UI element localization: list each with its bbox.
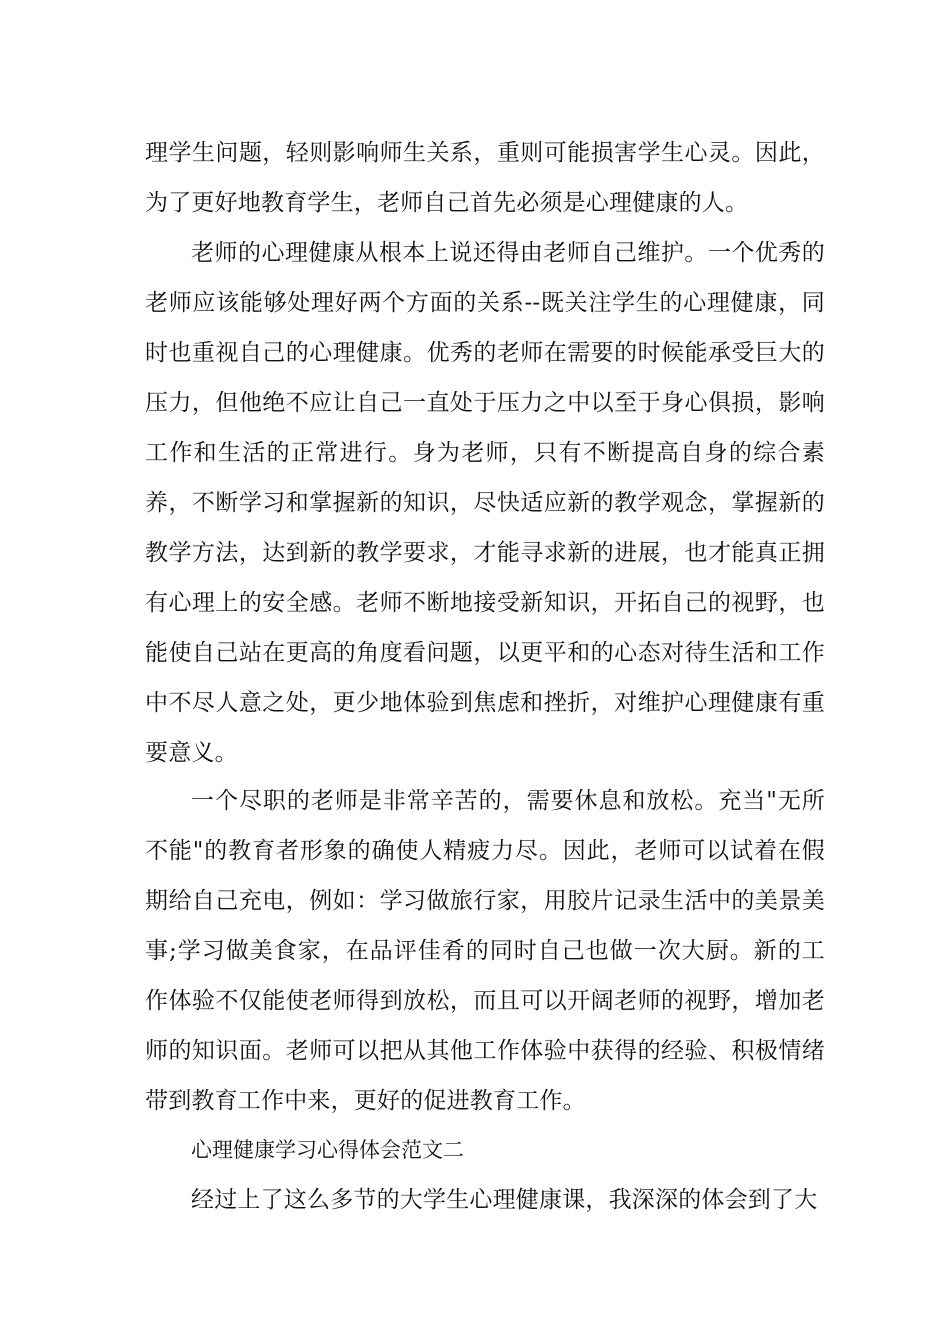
paragraph-2: 老师的心理健康从根本上说还得由老师自己维护。一个优秀的老师应该能够处理好两个方面的关系--既关注学生的心理健康，同时也重视自己的心理健康。优秀的老师在需要的时候能承受巨大的压力，但他绝不应让自己一直处于压力之中以至于身心俱损，影响工作和生活的正常进行。身为老师，只有不断提高自身的综合素养，不断学习和掌握新的知识，尽快适应新的教学观念，掌握新的教学方法，达到新的教学要求，才能寻求新的进展，也才能真正拥有心理上的安全感。老师不断地接受新知识，开拓自己的视野，也能使自己站在更高的角度看问题，以更平和的心态对待生活和工作中不尽人意之处，更少地体验到焦虑和挫折，对维护心理健康有重要意义。 xyxy=(145,240,825,766)
paragraph-3: 一个尽职的老师是非常辛苦的，需要休息和放松。充当"无所不能"的教育者形象的确使人精疲力尽。因此，老师可以试着在假期给自己充电，例如：学习做旅行家，用胶片记录生活中的美景美事;学习做美食家，在品评佳肴的同时自己也做一次大厨。新的工作体验不仅能使老师得到放松，而且可以开阔老师的视野，增加老师的知识面。老师可以把从其他工作体验中获得的经验、积极情绪带到教育工作中来，更好的促进教育工作。 xyxy=(145,788,825,1114)
section-heading: 心理健康学习心得体会范文二 xyxy=(191,1138,464,1162)
paragraph-1: 理学生问题，轻则影响师生关系，重则可能损害学生心灵。因此，为了更好地教育学生，老师自己首先必须是心理健康的人。 xyxy=(145,140,825,216)
paragraph-4: 经过上了这么多节的大学生心理健康课，我深深的体会到了大 xyxy=(191,1187,818,1213)
